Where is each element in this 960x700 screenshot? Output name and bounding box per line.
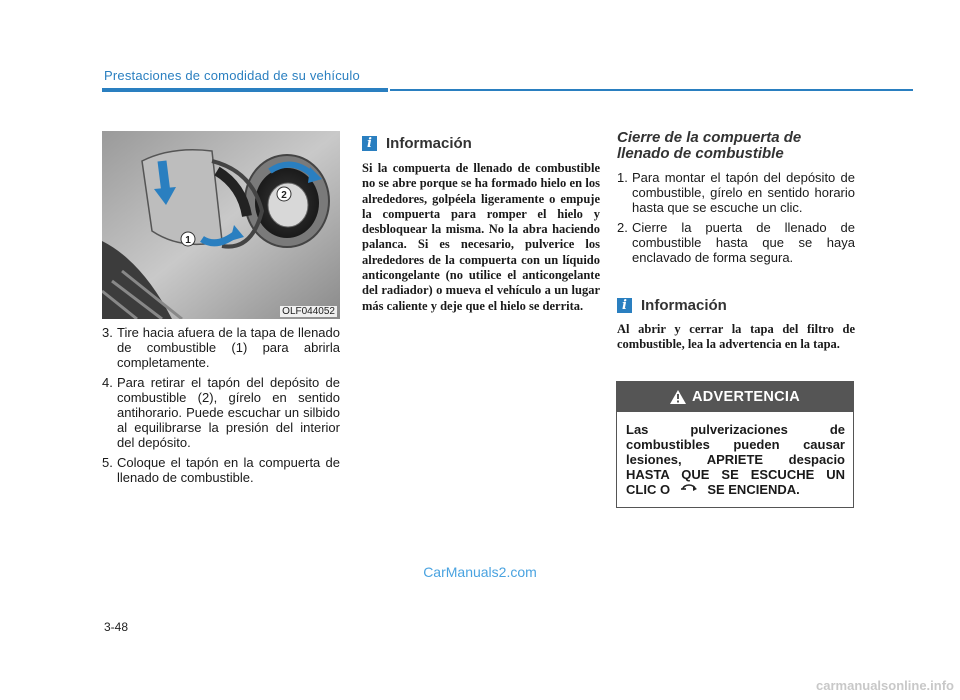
warning-triangle-icon	[670, 390, 686, 404]
fuel-door-illustration	[102, 131, 340, 319]
warning-title: ADVERTENCIA	[691, 389, 801, 405]
step-number: 4.	[102, 375, 113, 390]
fuel-cap-indicator-icon	[680, 484, 698, 494]
info-block-cap	[617, 297, 855, 353]
header-rule	[390, 89, 913, 91]
info-body: Si la compuerta de llenado de combustible no se abre porque se ha formado hielo en los alrededores, golpéela ligeramente o empuje la compuerta para romper el hielo y desbloquear la misma. No la abra haciendo palanca. Si es necesario, pulverice los alrededores de la compuerta con un líquido anticongelante (no utilice el anticongelante del radiador) o mueva el vehículo a un lugar más caliente y deje que el hielo se derrita.	[362, 161, 600, 313]
section-header-title: Prestaciones de comodidad de su vehículo	[104, 68, 360, 83]
photo-code: OLF044052	[282, 306, 335, 317]
info-icon: i	[362, 136, 377, 151]
step-text: Tire hacia afuera de la tapa de llenado de combustible (1) para abrirla completamente.	[117, 325, 340, 370]
step-number: 5.	[102, 455, 113, 470]
info-icon: i	[617, 298, 632, 313]
step-text: Para retirar el tapón del depósito de combustible (2), gírelo en sentido antihorario. Puede escuchar un silbido al equilibrarse la presión del interior del depósito.	[117, 375, 340, 450]
closing-steps	[617, 170, 855, 265]
callout-1: 1	[185, 235, 191, 246]
step-number: 1.	[617, 170, 628, 185]
warning-box	[616, 381, 854, 508]
info-block-ice	[362, 135, 600, 314]
warning-body	[617, 412, 853, 497]
step-item	[617, 170, 855, 215]
info-title: Información	[641, 297, 727, 314]
info-heading	[617, 297, 855, 314]
step-item	[617, 220, 855, 265]
step-text: Para montar el tapón del depósito de combustible, gírelo en sentido horario hasta que se escuche un clic.	[632, 170, 855, 215]
step-item	[102, 455, 340, 485]
info-title: Información	[386, 135, 472, 152]
info-body: Al abrir y cerrar la tapa del filtro de combustible, lea la advertencia en la tapa.	[617, 322, 855, 352]
closing-section	[617, 130, 855, 270]
footer-watermark: carmanualsonline.info	[816, 678, 954, 693]
info-heading	[362, 135, 600, 152]
callout-2: 2	[281, 190, 287, 201]
step-number: 3.	[102, 325, 113, 340]
watermark-site[interactable]: CarManuals2.com	[423, 564, 537, 580]
step-item	[102, 325, 340, 370]
fuel-door-photo	[102, 131, 340, 319]
warning-header	[617, 382, 853, 412]
warning-text-end: SE ENCIENDA.	[707, 482, 800, 497]
section-title: Cierre de la compuerta de llenado de combustible	[617, 129, 802, 162]
step-text: Coloque el tapón en la compuerta de llenado de combustible.	[117, 455, 340, 485]
header-rule-accent	[102, 88, 388, 92]
step-number: 2.	[617, 220, 628, 235]
step-item	[102, 375, 340, 450]
warning-text: Las pulverizaciones de combustibles pueden causar lesiones, APRIETE despacio HASTA QUE SE ESCUCHE UN CLIC O	[626, 422, 845, 497]
step-text: Cierre la puerta de llenado de combustible hasta que se haya enclavado de forma segura.	[632, 220, 855, 265]
page-number: 3-48	[104, 620, 129, 634]
steps-left	[102, 325, 340, 490]
